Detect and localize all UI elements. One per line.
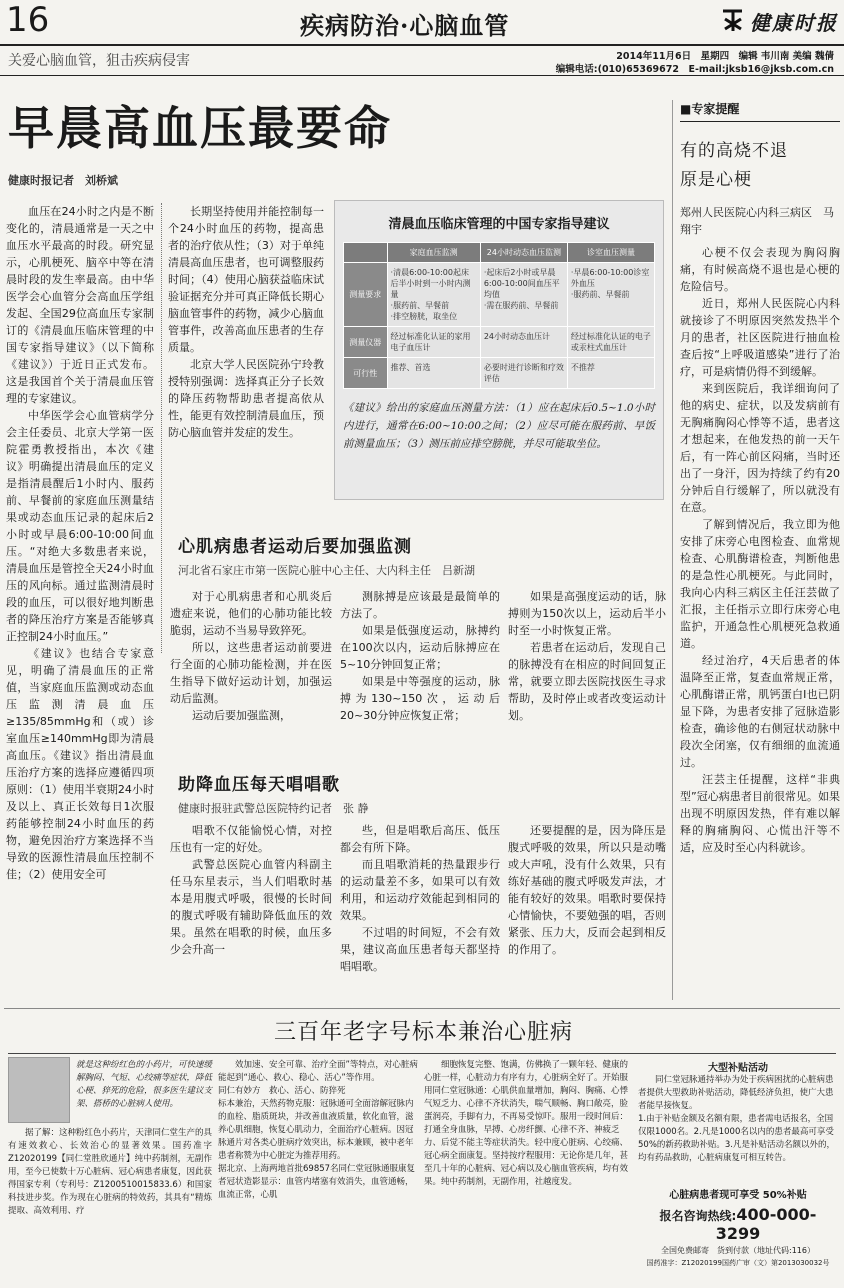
delivery-line: 全国免费邮寄 货到付款（地址代码:116） — [661, 1246, 815, 1255]
singing-byline: 健康时报驻武警总医院特约记者 张 静 — [178, 802, 369, 815]
paragraph: 些，但是唱歌后高压、低压都会有所下降。 — [340, 824, 500, 854]
slogan: 关爱心脑血管，狙击疾病侵害 — [8, 53, 190, 69]
paragraph: 长期坚持使用并能控制每一个24小时血压的药物，提高患者的治疗依从性；（3）对于单纯清晨高血压患者，也可调整服药时间；（4）使用心脑获益临床试验证据充分并可真正降低长期心脑血管事件的药物，减少心脑血管事件，改善高血压患者的生存质量。 — [168, 205, 324, 354]
exercise-headline: 心肌病患者运动后要加强监测 — [178, 537, 412, 557]
advert-column-1 — [8, 1127, 212, 1277]
main-article-column-1 — [6, 203, 154, 881]
advert-headline: 三百年老字号标本兼治心脏病 — [274, 1020, 574, 1045]
exercise-column-2 — [340, 588, 500, 760]
sidebar-byline: 郑州人民医院心内科三病区 马翔宇 — [680, 206, 834, 236]
table-header-cell — [344, 243, 388, 263]
main-headline: 早晨高血压最要命 — [8, 101, 392, 155]
paragraph: 还要提醒的是，因为降压是腹式呼吸的效果，所以只是动嘴或大声吼，没有什么效果，只有练好基础的腹式呼吸发声法，才能有较好的效果。唱歌时要保持心情愉快，不要勉强的唱，否则紧张、压力大，反而会起到相反的作用了。 — [508, 824, 666, 956]
paragraph: 来到医院后，我详细询问了他的病史、症状，以及发病前有无胸痛胸闷心悸等不适，患者这才想起来，在他发热的前一天午后，有一阵心前区闷痛，当时还出了一身汗，因为持续了约有20分钟后自行缓解了，所以就没有在意。 — [680, 382, 840, 514]
guide-table-header-row — [344, 243, 655, 263]
advert-frame — [4, 1008, 840, 1284]
masthead-bottom-rule — [0, 75, 844, 76]
contact-line: 编辑电话:(010)65369672 E-mail:jksb16@jksb.com.cn — [555, 64, 834, 75]
paragraph: 心梗不仅会表现为胸闷胸痛，有时候高烧不退也是心梗的危险信号。 — [680, 246, 840, 293]
paragraph: 北京大学人民医院孙宁玲教授特别强调：选择真正分子长效的降压药物帮助患者提高依从性，能更有效控制清晨血压，预防心脑血管并发症的发生。 — [168, 358, 324, 439]
table-header-cell: 诊室血压测量 — [567, 243, 654, 263]
table-cell: 不推荐 — [567, 358, 654, 389]
singing-column-3 — [508, 822, 666, 990]
advert-intro: 就是这种纷红色的小药片，可快速缓解胸闷、气短、心绞痛等症状，降低心梗、猝死的危险，很多医生建议支架、搭桥的心脏病人使用。 — [76, 1060, 213, 1109]
logo-mark-icon — [720, 7, 746, 35]
table-cell: 推荐、首选 — [387, 358, 480, 389]
paragraph: 运动后要加强监测， — [192, 709, 291, 722]
subsidy-title: 大型补贴活动 — [708, 1063, 768, 1074]
paragraph: 如果是高强度运动的话，脉搏则为150次以上，运动后半小时至一小时恢复正常。 — [508, 590, 666, 637]
table-row — [344, 358, 655, 389]
paragraph: 唱歌不仅能愉悦心情，对控压也有一定的好处。 — [170, 824, 332, 854]
subsidy-text: 同仁堂冠脉通持举办为处于疾病困扰的心脏病患者提供大型救助补贴活动，降低经济负担，使广大患者能早接恢复。 1.由于补贴金额及名额有限，患者需电话报名，全国仅限1000名。2.凡是1000名以内的患者最高可享受50%的新药救助补贴。3.凡是补贴活动名额以外的，均有药品救助，心脏病康复可相互转告。 — [638, 1075, 836, 1163]
table-cell: ·清晨6:00-10:00起床后半小时到一小时内测量 ·服药前、早餐前 ·排空膀胱，取坐位 — [387, 263, 480, 327]
exercise-column-3 — [508, 588, 666, 760]
table-row — [344, 263, 655, 327]
table-row-header: 测量要求 — [344, 263, 388, 327]
hotline-label: 报名咨询热线: — [659, 1209, 737, 1223]
sidebar-divider — [672, 100, 673, 1000]
date-editor-line: 2014年11月6日 星期四 编辑 韦川南 美编 魏倩 — [616, 51, 834, 62]
paragraph: 对于心肌病患者和心肌炎后遗症来说，他们的心肺功能比较脆弱，运动不当易导致猝死。 — [170, 590, 332, 637]
paragraph: 血压在24小时之内是不断变化的，清晨通常是一天之中血压水平最高的时段。研究显示，心肌梗死、脑卒中等在清晨时段的发生率最高。由中华医学会心血管分会高血压学组发起、全国29位高血压专家制订的《清晨血压临床管理的中国专家指导建议》（以下简称《建议》）于近日正式发布。这是我国首个关于清晨血压管理的专家建议。 — [6, 205, 154, 405]
singing-headline: 助降血压每天唱唱歌 — [178, 775, 340, 795]
sidebar-tag: ■专家提醒 — [680, 100, 840, 122]
table-header-cell: 24小时动态血压监测 — [480, 243, 567, 263]
advert-photo — [8, 1057, 70, 1123]
exercise-column-1 — [170, 588, 332, 760]
sidebar-body — [680, 244, 840, 984]
guide-box-note: 《建议》给出的家庭血压测量方法：（1）应在起床后0.5~1.0小时内进行，通常在6:00~10:00之间；（2）应尽可能在服药前、早饭前测量血压；（3）测压前应排空膀胱，并尽可能取坐位。 — [343, 402, 655, 450]
masthead — [0, 0, 844, 76]
sidebar-headline-line-1: 有的高烧不退 — [680, 141, 788, 161]
guide-box — [334, 200, 664, 500]
advert-column-4 — [638, 1059, 838, 1283]
sidebar-headline-line-2: 原是心梗 — [680, 170, 752, 190]
singing-column-2 — [340, 822, 500, 990]
hotline — [638, 1205, 838, 1243]
paragraph: 中华医学会心血管病学分会主任委员、北京大学第一医院霍勇教授指出，本次《建议》明确提出清晨血压的定义是指清晨醒后1小时内、服药前、早餐前的家庭血压测量结果或动态血压记录的起床后2小时或早晨6:00-10:00间血压。“对绝大多数患者来说，清晨血压是管控全天24小时血压的风向标。通过监测清晨时段的血压，可以很好地判断患者的降压治疗方案是否能够真正控制24小时血压。” — [6, 409, 154, 643]
exercise-byline: 河北省石家庄市第一医院心脏中心主任、大内科主任 吕新湖 — [178, 564, 475, 577]
table-cell: 必要时进行诊断和疗效评估 — [480, 358, 567, 389]
paragraph: 测脉搏是应该最是最简单的方法了。 — [340, 590, 500, 620]
paragraph: 而且唱歌消耗的热量跟步行的运动量差不多，如果可以有效利用，和运动疗效能起到相同的效果。 — [340, 858, 500, 922]
table-cell: 经过标准化认证的家用电子血压计 — [387, 327, 480, 358]
advert-headline-rule — [8, 1053, 836, 1054]
table-header-cell: 家庭血压监测 — [387, 243, 480, 263]
guide-box-title: 清晨血压临床管理的中国专家指导建议 — [388, 217, 610, 232]
table-row — [344, 327, 655, 358]
main-article-column-2 — [168, 203, 324, 503]
advert-column-3: 细胞恢复完整、饱满，仿佛换了一颗年轻、健康的心脏一样，心脏动力有序有力，心脏病全好了。开始服用同仁堂冠脉通：心肌供血量增加，胸闷、胸痛、心悸气短乏力、心律不齐状消失，喘气顺畅、胸口敞亮，脸蛋润亮，手脚有力，不再易受惊吓。服用一段时间后：打通全身血脉，早搏、心房纤颤、心律不齐、神疲乏力、后觉不能主等症状消失。轻中度心脏病、心绞痛、冠心病全面康复。坚持按疗程服用：无论你是几年，甚至几十年的心脏病、冠心病以及心脑血管疾病，均有效果。纯中药制剂，无副作用，社越度发。 — [424, 1060, 629, 1187]
table-cell: ·早晨6:00-10:00诊室外血压 ·服药前、早餐前 — [567, 263, 654, 327]
paragraph: 所以，这些患者运动前要进行全面的心肺功能检测，并在医生指导下做好运动计划，加强运动后监测。 — [170, 641, 332, 705]
paragraph: 了解到情况后，我立即为他安排了床旁心电图检查、血常规检查、心肌酶谱检查，判断他患的是急性心肌梗死。与此同时，我向心内科三病区主任汪芸做了汇报，主任指示立即行床旁心电监护，开通急性心肌梗死急救通道。 — [680, 518, 840, 650]
page-number: 16 — [6, 0, 50, 40]
paragraph: 如果是中等强度的运动，脉搏为130~150次，运动后20~30分钟应恢复正常； — [340, 675, 500, 722]
table-cell: 24小时动态血压计 — [480, 327, 567, 358]
paragraph: 若患者在运动后，发现自己的脉搏没有在相应的时间回复正常，就要立即去医院找医生寻求帮助，及时停止或者改变运动计划。 — [508, 641, 666, 722]
paragraph: 汪芸主任提醒，这样“非典型”冠心病患者目前很常见。如果出现不明原因发热，伴有难以解释的胸痛胸闷、心慌出汗等不适，应及时至心内科就诊。 — [680, 773, 840, 854]
paragraph: 据了解：这种粉红色小药片，天津同仁堂生产的具有速效救心、长效治心的显著效果。国药准字Z12020199【同仁堂胜欣通片】纯中药制剂，无副作用，至今已使数十万心脏病、冠心病患者康复，因此获得国家专利（专利号：Z1200510015833.6）和国家科技进步奖。作为现在心脏病的特效药，其具有“精炼提取、高效利用、疗 — [8, 1128, 213, 1216]
table-cell: 经过标准化认证的电子或汞柱式血压计 — [567, 327, 654, 358]
advert-column-2: 效加速、安全可靠、治疗全面”等特点，对心脏病能起到“通心、救心、稳心、活心”等作用。 同仁有妙方 救心、活心、防猝死 标本兼治，天然药物克服：冠脉通可全面溶解冠脉内的血栓、脂质斑块，并改善血液质量，软化血管，滋养心肌细胞，恢复心肌动力，全面治疗心脏病。因冠脉通片对各类心脏病疗效突出，标本兼顾，被中老年患者称赞为中心脏定为推荐用药。 据北京、上海两地首批69857名同仁堂冠脉通服康复者冠状造影显示：血管内堵塞有效消失，血管通畅，血流正常，心肌 — [218, 1060, 418, 1200]
main-byline: 健康时报记者 刘桥斌 — [8, 174, 118, 187]
guide-table — [343, 242, 655, 389]
hotline-number: 400-000-3299 — [715, 1205, 817, 1243]
masthead-rule — [0, 44, 844, 46]
section-title: 疾病防治·心脑血管 — [300, 11, 510, 40]
sidebar — [680, 100, 840, 1000]
paragraph: 《建议》也结合专家意见，明确了清晨血压的正常值，当家庭血压监测或动态血压监测清晨血压≥135/85mmHg和（或）诊室血压≥140mmHg即为清晨高血压。《建议》指出清晨血压治疗方案的选择应遵循四项原则：（1）使用半衰期24小时及以上、真正长效每日1次服药能够控制24小时血压的药物，避免因治疗方案选择不当导致的医源性清晨血压控制不佳；（2）使用安全可 — [6, 647, 154, 881]
paragraph: 如果是低强度运动，脉搏约在100次以内，运动后脉搏应在5~10分钟回复正常； — [340, 624, 500, 671]
singing-column-1 — [170, 822, 332, 990]
license-line: 国药准字：Z12020199国药广审（文）第2013030032号 — [646, 1259, 830, 1267]
paragraph: 不过唱的时间短，不会有效果，建议高血压患者每天都坚持唱唱歌。 — [340, 926, 500, 973]
paragraph: 经过治疗，4天后患者的体温降至正常，复查血常规正常，心肌酶谱正常，肌钙蛋白I也已阴显下降，为患者安排了冠脉造影检查，确诊他的右侧冠状动脉中段次全闭塞，仅有细细的血流通过。 — [680, 654, 840, 769]
subsidy-line: 心脏病患者现可享受 50%补贴 — [669, 1190, 807, 1201]
column-divider — [161, 203, 162, 653]
masthead-logo — [720, 4, 838, 38]
paragraph: 近日，郑州人民医院心内科就接诊了不明原因突然发热半个月的患者，社区医院进行抽血检查后按“上呼吸道感染”进行了治疗，可是病情仍得不到缓解。 — [680, 297, 840, 378]
table-row-header: 测量仪器 — [344, 327, 388, 358]
table-row-header: 可行性 — [344, 358, 388, 389]
logo-text: 健康时报 — [750, 10, 838, 35]
paragraph: 武警总医院心血管内科副主任马东星表示，当人们唱歌时基本是用腹式呼吸，很慢的长时间的腹式呼吸有辅助降低血压的效果。虽然在唱歌的时候，血压多少会升高一 — [170, 858, 332, 956]
table-cell: ·起床后2小时或早晨6:00-10:00间血压平均值 ·需在服药前、早餐前 — [480, 263, 567, 327]
